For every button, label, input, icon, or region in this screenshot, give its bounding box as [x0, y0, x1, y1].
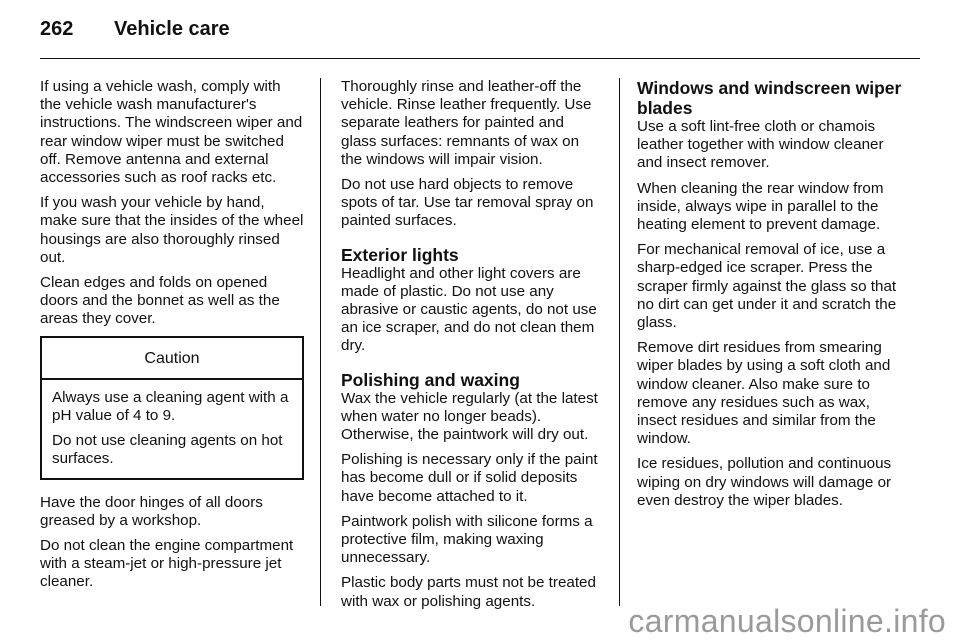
caution-text: Always use a cleaning agent with a pH value of 4 to 9.: [52, 388, 289, 425]
section-heading-exterior-lights: Exterior lights: [341, 244, 459, 265]
paragraph: If you wash your vehicle by hand, make sure that the insides of the wheel housings are also thoroughly rinsed out.: [40, 194, 304, 266]
section-heading-windows: Windows and windscreen wiper blades: [637, 78, 902, 118]
paragraph: Paintwork polish with silicone forms a protective film, making waxing unnecessary.: [341, 512, 593, 567]
paragraph: When cleaning the rear window from inside, always wipe in parallel to the heating element to prevent damage.: [637, 179, 884, 234]
paragraph: Clean edges and folds on opened doors and the bonnet as well as the areas they cover.: [40, 274, 280, 328]
header-rule: [40, 58, 920, 59]
paragraph: Do not clean the engine compartment with a steam-jet or high-pressure jet cleaner.: [40, 537, 294, 591]
column-3: [637, 78, 905, 517]
paragraph: If using a vehicle wash, comply with the vehicle wash manufacturer's instructions. The windscreen wiper and rear window wiper must be switched off. Remove antenna and external accessories such as roof racks etc.: [40, 78, 303, 187]
paragraph: Remove dirt residues from smearing wiper blades by using a soft cloth and window cleaner. Also make sure to remove any residues such as wax, insect residues and similar from the window.: [637, 339, 891, 448]
caution-title: Caution: [42, 338, 302, 380]
watermark: carmanualsonline.info: [628, 603, 946, 639]
column-1: [40, 78, 304, 599]
caution-box: [40, 336, 304, 480]
paragraph: Plastic body parts must not be treated with wax or polishing agents.: [341, 574, 596, 610]
paragraph: Wax the vehicle regularly (at the latest when water no longer beads). Otherwise, the paintwork will dry out.: [341, 389, 598, 444]
caution-body: [42, 380, 302, 478]
page-header: [40, 18, 230, 41]
page-title: Vehicle care: [114, 18, 230, 40]
paragraph: Do not use hard objects to remove spots of tar. Use tar removal spray on painted surfaces.: [341, 176, 594, 230]
column-divider: [619, 78, 620, 606]
caution-text: Do not use cleaning agents on hot surfaces.: [52, 432, 283, 468]
paragraph: Polishing is necessary only if the paint has become dull or if solid deposits have become attached to it.: [341, 451, 598, 505]
paragraph: Thoroughly rinse and leather-off the vehicle. Rinse leather frequently. Use separate leathers for painted and glass surfaces: remnants of wax on the windows will impair vision.: [341, 78, 592, 168]
paragraph: Ice residues, pollution and continuous wiping on dry windows will damage or even destroy the wiper blades.: [637, 455, 892, 509]
column-2: [341, 78, 603, 618]
paragraph: Headlight and other light covers are made of plastic. Do not use any abrasive or caustic agents, do not use an ice scraper, and do not clean them dry.: [341, 264, 597, 355]
column-divider: [320, 78, 321, 606]
paragraph: Use a soft lint-free cloth or chamois leather together with window cleaner and insect remover.: [637, 118, 884, 172]
page-number: 262: [40, 18, 74, 40]
section-heading-polishing: Polishing and waxing: [341, 369, 520, 390]
paragraph: Have the door hinges of all doors greased by a workshop.: [40, 493, 263, 529]
paragraph: For mechanical removal of ice, use a sharp-edged ice scraper. Press the scraper firmly against the glass so that no dirt can get under it and scratch the glass.: [637, 241, 897, 332]
